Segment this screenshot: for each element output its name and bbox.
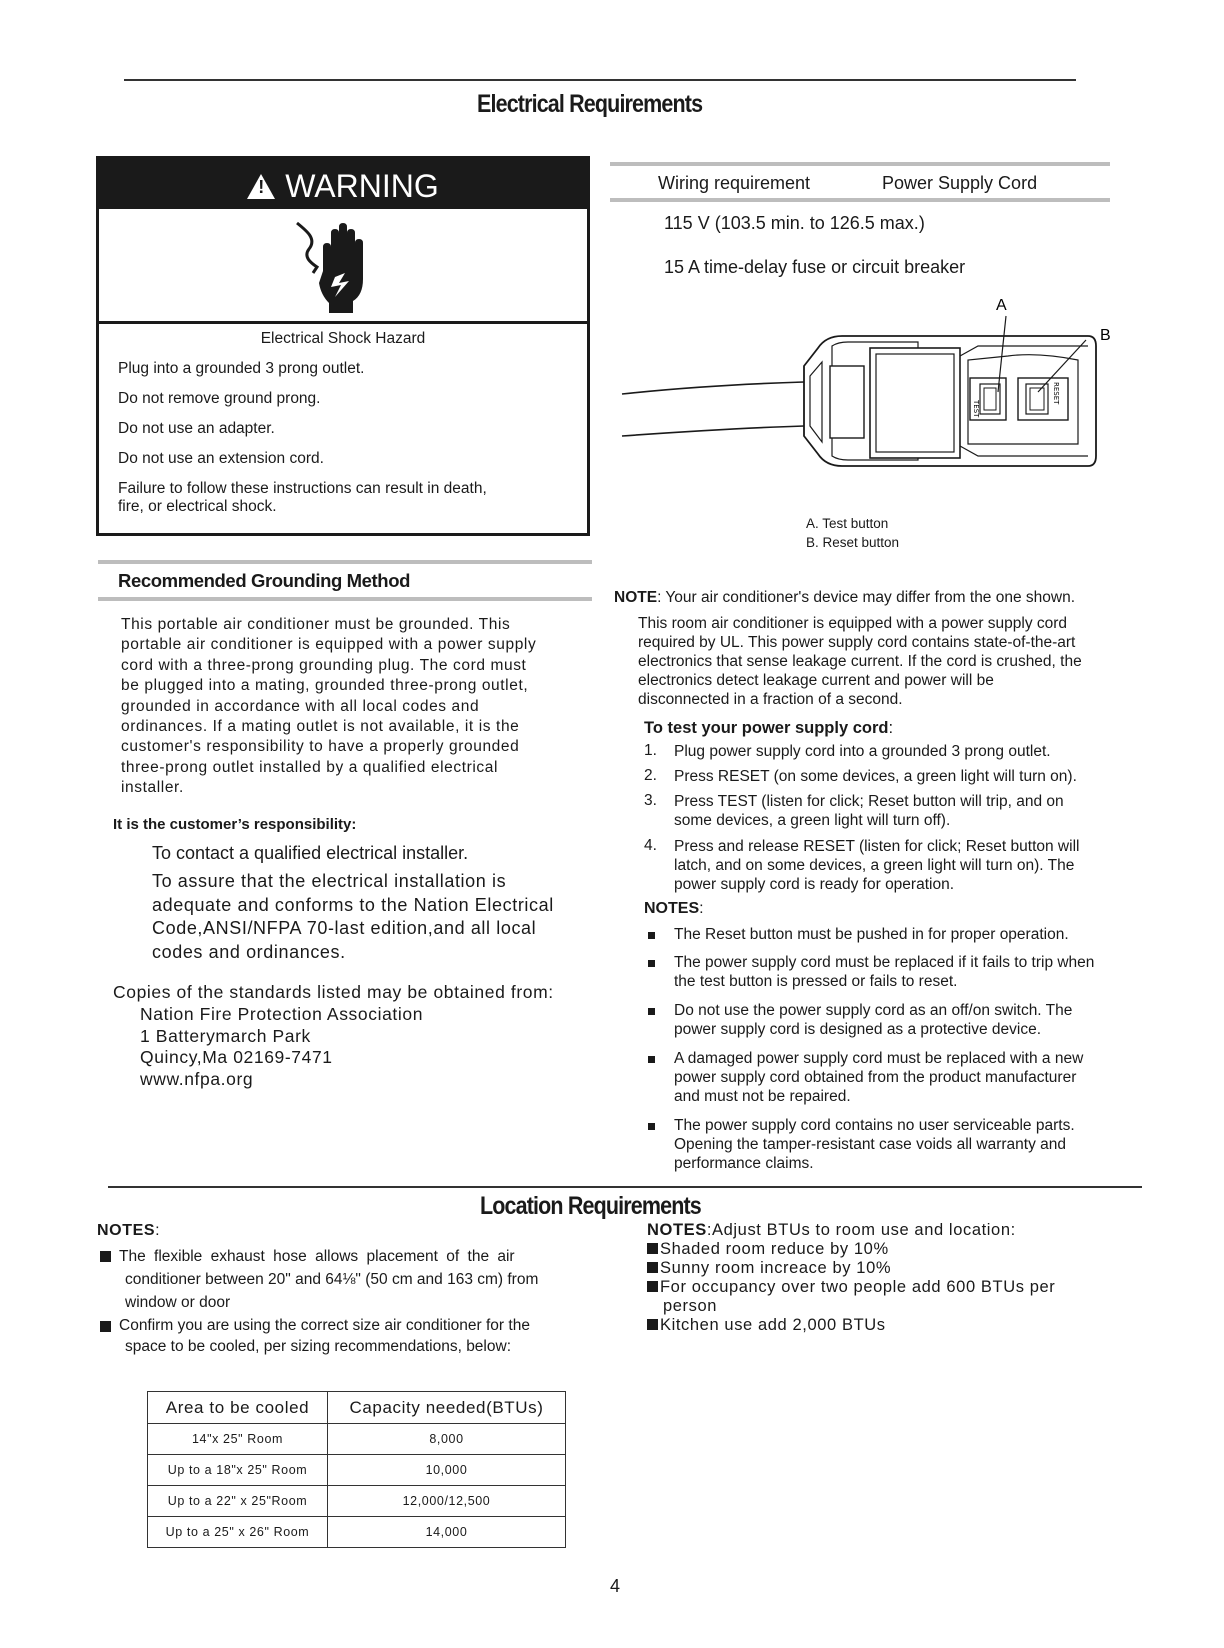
label-b: B	[1100, 327, 1111, 344]
wiring-bottom-bar	[610, 198, 1110, 202]
adjust-bullet-icon	[647, 1243, 658, 1254]
note-item-line: Opening the tamper-resistant case voids all warranty and	[674, 1136, 1067, 1153]
note-item	[674, 1049, 1083, 1106]
step-line: some devices, a green light will turn off).	[674, 812, 951, 829]
location-rule	[108, 1186, 1142, 1188]
page-number: 4	[610, 1576, 621, 1596]
step-line: latch, and on some devices, a green light will turn on). The	[674, 857, 1075, 874]
note-item-line: power supply cord obtained from the product manufacturer	[674, 1069, 1077, 1086]
step-line: power supply cord is ready for operation.	[674, 876, 955, 893]
note-bullet-icon	[648, 1056, 655, 1063]
test-title-text: To test your power supply cord	[644, 719, 889, 737]
location-left-notes-title	[97, 1222, 160, 1240]
wiring-col2: Power Supply Cord	[882, 173, 1038, 193]
test-title	[644, 719, 893, 738]
note-item-line: The power supply cord must be replaced if it fails to trip when	[674, 954, 1095, 971]
top-rule	[124, 79, 1076, 81]
note-item	[674, 1001, 1072, 1039]
legend-b: B. Reset button	[806, 535, 900, 550]
address-line: 1 Batterymarch Park	[140, 1025, 311, 1046]
note-item	[674, 953, 1094, 991]
responsibility-line: codes and ordinances.	[152, 941, 346, 962]
intro-line: required by UL. This power supply cord contains state-of-the-art	[638, 634, 1076, 651]
grounding-bottom-bar	[98, 597, 592, 601]
note-item	[674, 1116, 1075, 1173]
note-item-line: performance claims.	[674, 1155, 814, 1172]
step-number: 3.	[644, 792, 657, 809]
table-cell: 10,000	[328, 1455, 566, 1486]
grounding-title: Recommended Grounding Method	[118, 570, 410, 591]
location-note	[119, 1315, 530, 1357]
grounding-line: be plugged into a mating, grounded three-prong outlet,	[121, 677, 529, 695]
warning-line: Do not use an adapter.	[118, 420, 275, 437]
table-cell: 14"x 25" Room	[148, 1424, 328, 1455]
grounding-line: portable air conditioner is equipped with a power supply	[121, 636, 537, 654]
note-item-line: The power supply cord contains no user serviceable parts.	[674, 1117, 1075, 1134]
location-bullet-icon	[100, 1321, 111, 1332]
electric-shock-hand-icon	[291, 217, 381, 313]
warning-line: Do not use an extension cord.	[118, 450, 324, 467]
grounding-line: This portable air conditioner must be grounded. This	[121, 616, 511, 633]
note-item-line: A damaged power supply cord must be replaced with a new	[674, 1050, 1084, 1067]
intro-line: disconnected in a fraction of a second.	[638, 691, 903, 708]
legend-a: A. Test button	[806, 516, 889, 531]
grounding-paragraph	[121, 615, 536, 799]
table-cell: 8,000	[328, 1424, 566, 1455]
intro-line: This room air conditioner is equipped with a power supply cord	[638, 615, 1068, 632]
location-note-line: space to be cooled, per sizing recommendations, below:	[125, 1338, 511, 1355]
note-bullet-icon	[648, 1123, 655, 1130]
warning-triangle-icon	[247, 174, 275, 199]
location-note-line: Confirm you are using the correct size air conditioner for the	[119, 1317, 530, 1334]
adjust-item-continued: person	[663, 1297, 718, 1315]
responsibility-2	[152, 870, 554, 964]
warning-header-text: WARNING	[285, 168, 439, 204]
right-notes-title-text: NOTES	[647, 1221, 707, 1239]
step-line: Press RESET (on some devices, a green light will turn on).	[674, 768, 1077, 785]
note-bullet-icon	[648, 932, 655, 939]
step-line: Press TEST (listen for click; Reset button will trip, and on	[674, 793, 1064, 810]
note-item-line: and must not be repaired.	[674, 1088, 851, 1105]
note-item	[674, 925, 1069, 944]
note-item-line: the test button is pressed or fails to reset.	[674, 973, 958, 990]
table-cell: Up to a 25" x 26" Room	[148, 1517, 328, 1548]
warning-line: Failure to follow these instructions can result in death,	[118, 480, 487, 497]
notes-title-colon: :	[699, 900, 704, 917]
address-line: www.nfpa.org	[140, 1068, 254, 1089]
adjust-item: Kitchen use add 2,000 BTUs	[647, 1316, 1055, 1335]
step-line: Press and release RESET (listen for click; Reset button will	[674, 838, 1080, 855]
note-bullet-icon	[648, 960, 655, 967]
adjust-bullet-icon	[647, 1281, 658, 1292]
wiring-top-bar	[610, 162, 1110, 166]
adjust-item: For occupancy over two people add 600 BTUs per	[647, 1278, 1055, 1297]
test-title-colon: :	[888, 719, 894, 737]
power-plug-diagram	[618, 296, 1118, 482]
intro-paragraph	[638, 614, 1082, 709]
adjust-item: Sunny room increace by 10%	[647, 1259, 1055, 1278]
step-number: 1.	[644, 742, 657, 759]
adjust-bullet-icon	[647, 1262, 658, 1273]
reset-label: RESET	[1052, 382, 1060, 405]
test-label: TEST	[972, 400, 980, 418]
note-label: NOTE	[614, 589, 658, 606]
grounding-line: three-prong outlet installed by a qualified electrical	[121, 758, 499, 776]
adjust-item: Shaded room reduce by 10%	[647, 1240, 1055, 1259]
grounding-top-bar	[98, 560, 592, 564]
responsibility-line: Code,ANSI/NFPA 70-last edition,and all local	[152, 918, 537, 938]
location-right-notes	[647, 1240, 1055, 1335]
address-line: Nation Fire Protection Association	[140, 1004, 424, 1024]
adjust-bullet-icon	[647, 1319, 658, 1330]
left-notes-title-text: NOTES	[97, 1222, 156, 1239]
intro-line: electronics detect leakage current and power will be	[638, 672, 994, 689]
location-note-line: conditioner between 20" and 64⅛" (50 cm and 163 cm) from	[125, 1271, 539, 1288]
note-item-line: power supply cord is designed as a protective device.	[674, 1021, 1042, 1038]
btu-table	[147, 1391, 566, 1548]
responsibility-1: To contact a qualified electrical installer.	[152, 843, 469, 863]
copies-text: Copies of the standards listed may be obtained from:	[113, 982, 554, 1002]
table-row	[148, 1424, 566, 1455]
notes-title-text: NOTES	[644, 900, 700, 917]
wiring-voltage: 115 V (103.5 min. to 126.5 max.)	[664, 213, 925, 233]
left-notes-title-colon: :	[155, 1222, 161, 1239]
location-note-line: The flexible exhaust hose allows placement of the air	[119, 1248, 515, 1265]
grounding-line: cord with a three-prong grounding plug. The cord must	[121, 656, 527, 674]
warning-line: Plug into a grounded 3 prong outlet.	[118, 360, 365, 377]
nfpa-address	[140, 1004, 423, 1090]
address-line: Quincy,Ma 02169-7471	[140, 1047, 333, 1067]
note-text: : Your air conditioner's device may differ from the one shown.	[657, 589, 1076, 606]
electrical-title: Electrical Requirements	[477, 90, 703, 118]
table-header-cell: Capacity needed(BTUs)	[328, 1392, 566, 1424]
grounding-line: grounded in accordance with all local codes and	[121, 697, 480, 715]
table-header-row	[148, 1392, 566, 1424]
warning-box	[96, 156, 590, 536]
table-cell: 14,000	[328, 1517, 566, 1548]
table-row	[148, 1486, 566, 1517]
warning-divider	[99, 321, 587, 324]
responsibility-line: adequate and conforms to the Nation Electrical	[152, 894, 554, 915]
wiring-col1: Wiring requirement	[658, 173, 811, 193]
location-note	[119, 1245, 599, 1314]
step-number: 2.	[644, 767, 657, 784]
table-row	[148, 1455, 566, 1486]
notes-title	[644, 900, 704, 918]
intro-line: electronics that sense leakage current. If the cord is crushed, the	[638, 653, 1082, 670]
table-row	[148, 1517, 566, 1548]
grounding-line: ordinances. If a mating outlet is not available, it is the	[121, 718, 520, 736]
location-note-line: window or door	[125, 1294, 231, 1311]
step-line: Plug power supply cord into a grounded 3 prong outlet.	[674, 743, 1051, 760]
note-bullet-icon	[648, 1008, 655, 1015]
location-bullet-icon	[100, 1251, 111, 1262]
warning-header	[99, 159, 587, 209]
step-number: 4.	[644, 837, 657, 854]
location-right-notes-head	[647, 1221, 1016, 1240]
warning-line: fire, or electrical shock.	[118, 498, 277, 515]
responsibility-title: It is the customer’s responsibility:	[113, 816, 357, 833]
grounding-line: installer.	[121, 779, 184, 797]
right-notes-title-rest: :Adjust BTUs to room use and location:	[706, 1221, 1016, 1239]
grounding-line: customer's responsibility to have a properly grounded	[121, 738, 520, 756]
table-cell: Up to a 22" x 25"Room	[148, 1486, 328, 1517]
location-title: Location Requirements	[480, 1192, 701, 1220]
table-cell: 12,000/12,500	[328, 1486, 566, 1517]
label-a: A	[996, 297, 1007, 314]
responsibility-line: To assure that the electrical installation is	[152, 871, 507, 891]
table-cell: Up to a 18"x 25" Room	[148, 1455, 328, 1486]
wiring-fuse: 15 A time-delay fuse or circuit breaker	[664, 257, 966, 277]
table-header-cell: Area to be cooled	[148, 1392, 328, 1424]
note-item-line: The Reset button must be pushed in for proper operation.	[674, 926, 1069, 943]
warning-line: Do not remove ground prong.	[118, 390, 321, 407]
note-line	[614, 589, 1075, 607]
hazard-title: Electrical Shock Hazard	[260, 330, 426, 347]
note-item-line: Do not use the power supply cord as an off/on switch. The	[674, 1002, 1073, 1019]
